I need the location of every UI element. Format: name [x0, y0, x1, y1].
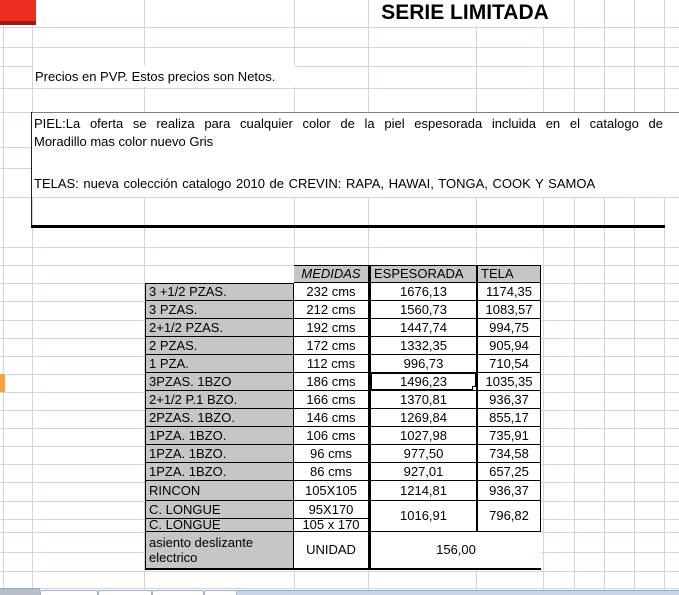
cell-espesorada[interactable]: 1214,81 — [368, 481, 476, 501]
row-label[interactable]: 1 PZA. — [145, 355, 294, 373]
note-piel-line1[interactable]: PIEL:La oferta se realiza para cualquier color de la piel espesorada incluida en el catalogo de — [34, 116, 663, 131]
cell-medidas[interactable]: 106 cms — [294, 427, 368, 445]
row-label[interactable]: C. LONGUE — [145, 519, 294, 532]
cell-tela[interactable]: 936,37 — [476, 481, 541, 501]
cell-tela-merged[interactable]: 796,82 — [476, 501, 541, 532]
cell-medidas[interactable]: 96 cms — [294, 445, 368, 463]
sheet-tab-strip — [0, 588, 679, 595]
row-label[interactable]: 1PZA. 1BZO. — [145, 427, 294, 445]
cell-tela[interactable]: 855,17 — [476, 409, 541, 427]
active-cell[interactable]: 1496,23 — [368, 373, 476, 391]
cell-espesorada[interactable]: 1447,74 — [368, 319, 476, 337]
active-cell-border — [370, 373, 476, 391]
cell-espesorada[interactable]: 1332,35 — [368, 337, 476, 355]
row-label[interactable]: 1PZA. 1BZO. — [145, 445, 294, 463]
sheet-tab[interactable] — [98, 590, 152, 595]
note-telas[interactable]: TELAS: nueva colección catalogo 2010 de CREVIN: RAPA, HAWAI, TONGA, COOK Y SAMOA — [34, 176, 596, 191]
row-label[interactable]: C. LONGUE — [145, 501, 294, 519]
notes-box-left-border — [31, 112, 32, 226]
cell-espesorada[interactable]: 996,73 — [368, 355, 476, 373]
cell-tela[interactable]: 1083,57 — [476, 301, 541, 319]
cell-medidas[interactable]: 192 cms — [294, 319, 368, 337]
row-label[interactable]: 3 +1/2 PZAS. — [145, 283, 294, 301]
header-medidas[interactable]: MEDIDAS — [294, 265, 368, 283]
cell-tela[interactable]: 657,25 — [476, 463, 541, 481]
cell-espesorada[interactable]: 1560,73 — [368, 301, 476, 319]
cell-espesorada[interactable]: 977,50 — [368, 445, 476, 463]
cell-espesorada[interactable]: 1370,81 — [368, 391, 476, 409]
cell-medidas[interactable]: 112 cms — [294, 355, 368, 373]
cell-tela[interactable]: 905,94 — [476, 337, 541, 355]
row-label[interactable]: 3PZAS. 1BZO — [145, 373, 294, 391]
header-espesorada[interactable]: ESPESORADA — [368, 265, 476, 283]
cell-tela[interactable]: 710,54 — [476, 355, 541, 373]
row-label[interactable]: RINCON — [145, 481, 294, 501]
cell-espesorada[interactable]: 927,01 — [368, 463, 476, 481]
row-label[interactable]: 1PZA. 1BZO. — [145, 463, 294, 481]
cell-medidas[interactable]: 105 x 170 — [294, 519, 368, 532]
cell-tela[interactable]: 1174,35 — [476, 283, 541, 301]
cell-tela[interactable]: 936,37 — [476, 391, 541, 409]
row-label[interactable]: 2 PZAS. — [145, 337, 294, 355]
cell-medidas[interactable]: 212 cms — [294, 301, 368, 319]
row-label[interactable]: 2+1/2 P.1 BZO. — [145, 391, 294, 409]
cell-medidas[interactable]: 172 cms — [294, 337, 368, 355]
cell-medidas[interactable]: 186 cms — [294, 373, 368, 391]
cell-espesorada[interactable]: 1027,98 — [368, 427, 476, 445]
cell-medidas[interactable]: 105X105 — [294, 481, 368, 501]
row-label[interactable]: 2PZAS. 1BZO. — [145, 409, 294, 427]
cell-precio-merged[interactable]: 156,00 — [368, 532, 541, 570]
sheet-tab[interactable] — [204, 590, 237, 595]
notes-box-top-border — [31, 112, 679, 113]
cell-espesorada[interactable]: 1269,84 — [368, 409, 476, 427]
note-precios[interactable]: Precios en PVP. Estos precios son Netos. — [33, 66, 295, 87]
red-marker-cell — [0, 0, 36, 25]
header-tela[interactable]: TELA — [476, 265, 541, 283]
page-title[interactable]: SERIE LIMITADA — [370, 0, 560, 26]
cell-medidas[interactable]: 166 cms — [294, 391, 368, 409]
cell-espesorada-merged[interactable]: 1016,91 — [368, 501, 476, 532]
cell-tela[interactable]: 1035,35 — [476, 373, 541, 391]
fill-handle[interactable] — [472, 386, 476, 391]
table-corner-blank — [145, 265, 294, 283]
cell-medidas[interactable]: UNIDAD — [294, 532, 368, 570]
row-label[interactable]: 2+1/2 PZAS. — [145, 319, 294, 337]
cell-espesorada[interactable]: 1676,13 — [368, 283, 476, 301]
row-label[interactable]: 3 PZAS. — [145, 301, 294, 319]
horizontal-scrollbar[interactable] — [237, 590, 679, 595]
cell-tela[interactable]: 994,75 — [476, 319, 541, 337]
cell-medidas[interactable]: 95X170 — [294, 501, 368, 519]
cell-medidas[interactable]: 86 cms — [294, 463, 368, 481]
tab-scroll-area[interactable] — [0, 588, 40, 595]
cell-medidas[interactable]: 232 cms — [294, 283, 368, 301]
sheet-tab[interactable] — [152, 590, 204, 595]
cell-tela[interactable]: 735,91 — [476, 427, 541, 445]
price-table — [145, 265, 541, 570]
note-piel-line2[interactable]: Moradillo mas color nuevo Gris — [34, 134, 214, 149]
row-label[interactable]: asiento deslizante electrico — [145, 532, 294, 570]
thick-divider-line — [31, 225, 665, 228]
cell-medidas[interactable]: 146 cms — [294, 409, 368, 427]
sheet-tab[interactable] — [40, 590, 98, 595]
cell-tela[interactable]: 734,58 — [476, 445, 541, 463]
orange-marker-cell — [0, 374, 5, 392]
